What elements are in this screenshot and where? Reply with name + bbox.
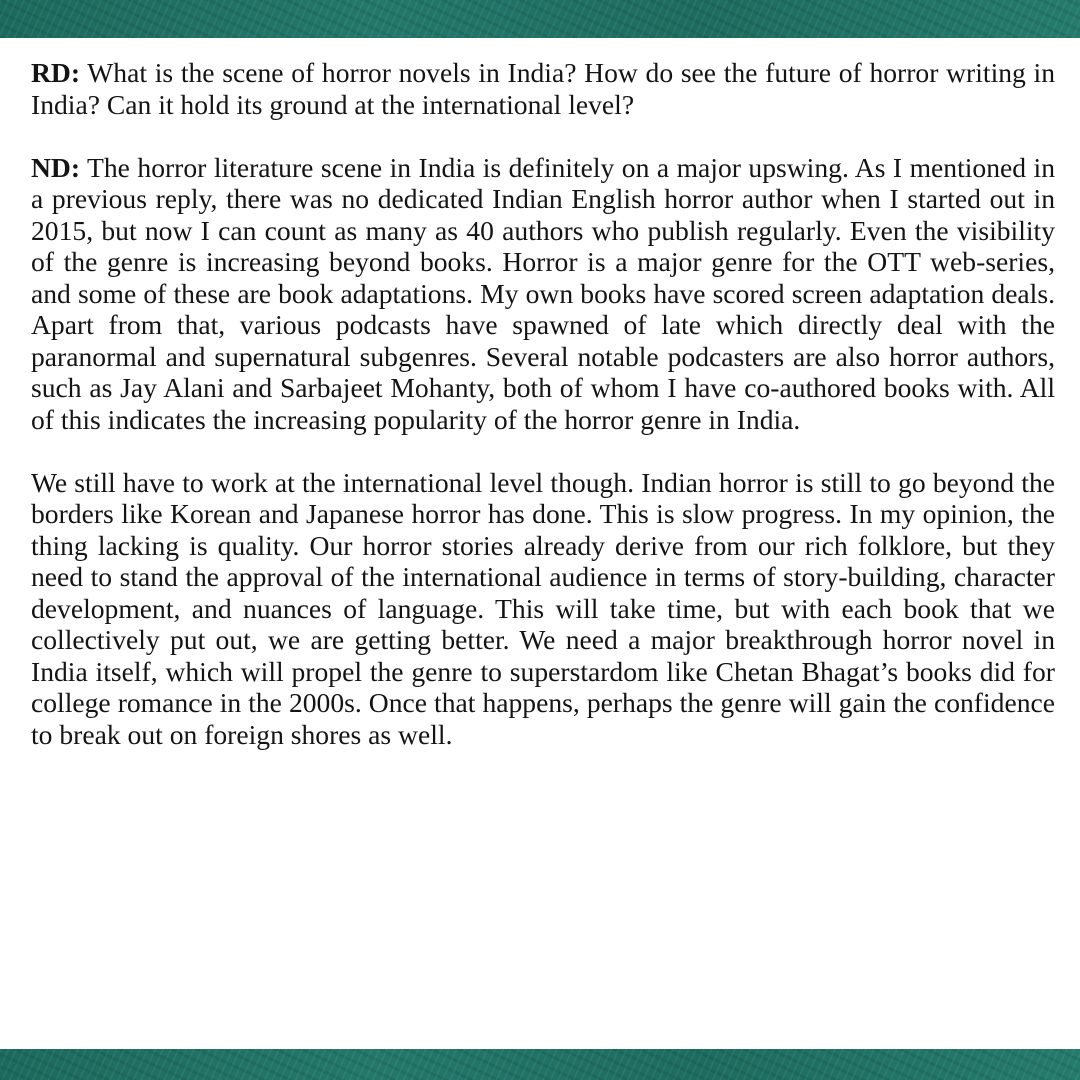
answer-continuation-text: We still have to work at the international level though. Indian horror is still to go beyond the borders like Korean and Japanese horror has done. This is slow progress. In my opinion, the thing lacking is quality. Our horror stories already derive from our rich folklore, but they need to stand the approval of the international audience in terms of story-building, character development, and nuances of language. This will take time, but with each book that we collectively put out, we are getting better. We need a major breakthrough horror novel in India itself, which will propel the genre to superstardom like Chetan Bhagat’s books did for college romance in the 2000s. Once that happens, perhaps the genre will gain the confidence to break out on foreign shores as well. [31,466,1055,750]
answer-text: The horror literature scene in India is definitely on a major upswing. As I mentioned in a previous reply, there was no dedicated Indian English horror author when I started out in 2015, but now I can count as many as 40 authors who publish regularly. Even the visibility of the genre is increasing beyond books. Horror is a major genre for the OTT web-series, and some of these are book adaptations. My own books have scored screen adaptation deals. Apart from that, various podcasts have spawned of late which directly deal with the paranormal and supernatural subgenres. Several notable podcasters are also horror authors, such as Jay Alani and Sarbajeet Mohanty, both of whom I have co-authored books with. All of this indicates the increasing popularity of the horror genre in India. [31,151,1055,435]
answer-paragraph [31,152,1055,436]
question-text: What is the scene of horror novels in India? How do see the future of horror writing in India? Can it hold its ground at the international level? [31,57,1055,120]
answer-speaker: ND: [31,151,81,183]
top-decorative-band [0,0,1080,38]
article-page [0,38,1080,1049]
answer-continuation-paragraph [31,467,1055,751]
question-paragraph [31,57,1055,120]
question-speaker: RD: [31,57,81,88]
bottom-decorative-band [0,1049,1080,1080]
interview-text [31,57,1055,782]
